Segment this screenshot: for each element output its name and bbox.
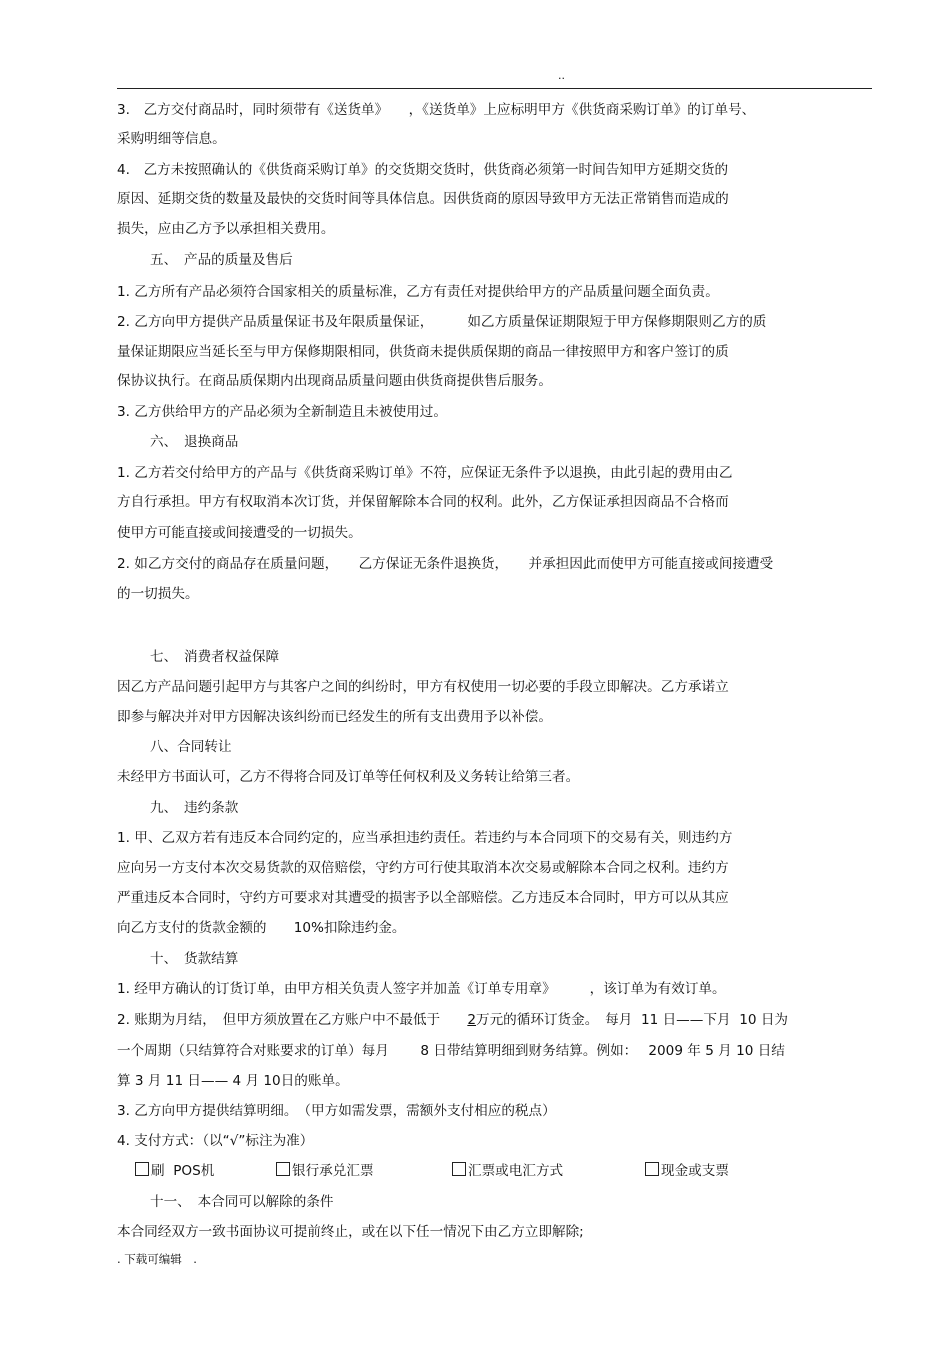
clause-6-2-line-2: 的一切损失。 <box>117 586 199 602</box>
section-7-line-2: 即参与解决并对甲方因解决该纠纷而已经发生的所有支出费用予以补偿。 <box>117 709 552 725</box>
clause-5-2-line-1: 2. 乙方向甲方提供产品质量保证书及年限质量保证， 如乙方质量保证期限短于甲方保修期限则乙方的质 <box>117 314 767 330</box>
clause-10-1: 1. 经甲方确认的订货订单，由甲方相关负责人签字并加盖《订单专用章》 ，该订单为有效订单。 <box>117 981 726 997</box>
checkbox-icon[interactable] <box>135 1162 149 1176</box>
clause-9-1-line-4: 向乙方支付的货款金额的 10%扣除违约金。 <box>117 920 406 936</box>
clause-10-2-line-3: 算 3 月 11 日—— 4 月 10日的账单。 <box>117 1073 349 1089</box>
clause-5-1: 1. 乙方所有产品必须符合国家相关的质量标准，乙方有责任对提供给甲方的产品质量问题全面负责。 <box>117 284 719 300</box>
payment-option-label: 银行承兑汇票 <box>292 1163 374 1179</box>
section-9-heading: 九、 违约条款 <box>150 800 239 816</box>
clause-10-3: 3. 乙方向甲方提供结算明细。 （甲方如需发票，需额外支付相应的税点） <box>117 1103 556 1119</box>
checkbox-icon[interactable] <box>276 1162 290 1176</box>
clause-6-2-line-1: 2. 如乙方交付的商品存在质量问题， 乙方保证无条件退换货， 并承担因此而使甲方可能直接或间接遭受 <box>117 556 774 572</box>
clause-6-1-line-1: 1. 乙方若交付给甲方的产品与《供货商采购订单》不符，应保证无条件予以退换，由此引起的费用由乙 <box>117 465 733 481</box>
section-11-heading: 十一、 本合同可以解除的条件 <box>150 1194 334 1210</box>
payment-option-label: 刷 POS机 <box>151 1163 215 1179</box>
clause-10-4: 4. 支付方式：（以“√”标注为准） <box>117 1133 314 1149</box>
payment-option-pos[interactable] <box>135 1162 214 1180</box>
clause-10-2-text-b: 万元的循环订货金。 每月 11 日——下月 10 日为 <box>476 1012 789 1028</box>
clause-9-1-line-3: 严重违反本合同时，守约方可要求对其遭受的损害予以全部赔偿。乙方违反本合同时，甲方可以从其应 <box>117 890 729 906</box>
clause-6-1-line-2: 方自行承担。甲方有权取消本次订货，并保留解除本合同的权利。此外，乙方保证承担因商品不合格而 <box>117 494 729 510</box>
clause-4-4-line-2: 原因、延期交货的数量及最快的交货时间等具体信息。因供货商的原因导致甲方无法正常销售而造成的 <box>117 191 729 207</box>
section-10-heading: 十、 货款结算 <box>150 951 239 967</box>
clause-4-3-line-1: 3. 乙方交付商品时，同时须带有《送货单》 ，《送货单》上应标明甲方《供货商采购订单》的订单号、 <box>117 102 756 118</box>
payment-option-bank-acceptance[interactable] <box>276 1162 374 1180</box>
payment-option-wire-transfer[interactable] <box>452 1162 563 1180</box>
checkbox-icon[interactable] <box>645 1162 659 1176</box>
clause-5-3: 3. 乙方供给甲方的产品必须为全新制造且未被使用过。 <box>117 404 447 420</box>
section-8-line-1: 未经甲方书面认可，乙方不得将合同及订单等任何权利及义务转让给第三者。 <box>117 769 580 785</box>
section-8-heading: 八、合同转让 <box>150 739 232 755</box>
min-amount-value: 2 <box>467 1012 476 1028</box>
clause-9-1-line-2: 应向另一方支付本次交易货款的双倍赔偿，守约方可行使其取消本次交易或解除本合同之权利。违约方 <box>117 860 729 876</box>
clause-5-2-line-2: 量保证期限应当延长至与甲方保修期限相同，供货商未提供质保期的商品一律按照甲方和客户签订的质 <box>117 344 729 360</box>
clause-10-2-line-2: 一个周期（只结算符合对账要求的订单）每月 8 日带结算明细到财务结算。例如： 2009 年 5 月 10 日结 <box>117 1043 785 1059</box>
header-dots: .. <box>558 69 565 82</box>
clause-4-4-line-1: 4. 乙方未按照确认的《供货商采购订单》的交货期交货时，供货商必须第一时间告知甲方延期交货的 <box>117 162 729 178</box>
clause-5-2-line-3: 保协议执行。在商品质保期内出现商品质量问题由供货商提供售后服务。 <box>117 373 552 389</box>
payment-option-cash-check[interactable] <box>645 1162 729 1180</box>
clause-9-1-line-1: 1. 甲、乙双方若有违反本合同约定的，应当承担违约责任。若违约与本合同项下的交易有关，则违约方 <box>117 830 733 846</box>
clause-4-4-line-3: 损失，应由乙方予以承担相关费用。 <box>117 221 335 237</box>
payment-option-label: 现金或支票 <box>661 1163 729 1179</box>
footer-note: . 下载可编辑 . <box>117 1252 197 1266</box>
payment-option-label: 汇票或电汇方式 <box>468 1163 564 1179</box>
checkbox-icon[interactable] <box>452 1162 466 1176</box>
section-6-heading: 六、 退换商品 <box>150 434 239 450</box>
clause-10-2-line-1 <box>117 1011 788 1029</box>
clause-6-1-line-3: 使甲方可能直接或间接遭受的一切损失。 <box>117 525 362 541</box>
clause-4-3-line-2: 采购明细等信息。 <box>117 131 226 147</box>
header-rule <box>117 88 872 89</box>
clause-10-2-text-a: 2. 账期为月结， 但甲方须放置在乙方账户中不最低于 <box>117 1012 468 1028</box>
section-7-line-1: 因乙方产品问题引起甲方与其客户之间的纠纷时，甲方有权使用一切必要的手段立即解决。乙方承诺立 <box>117 679 729 695</box>
section-7-heading: 七、 消费者权益保障 <box>150 649 280 665</box>
section-11-line-1: 本合同经双方一致书面协议可提前终止，或在以下任一情况下由乙方立即解除; <box>117 1224 584 1240</box>
section-5-heading: 五、 产品的质量及售后 <box>150 252 293 268</box>
